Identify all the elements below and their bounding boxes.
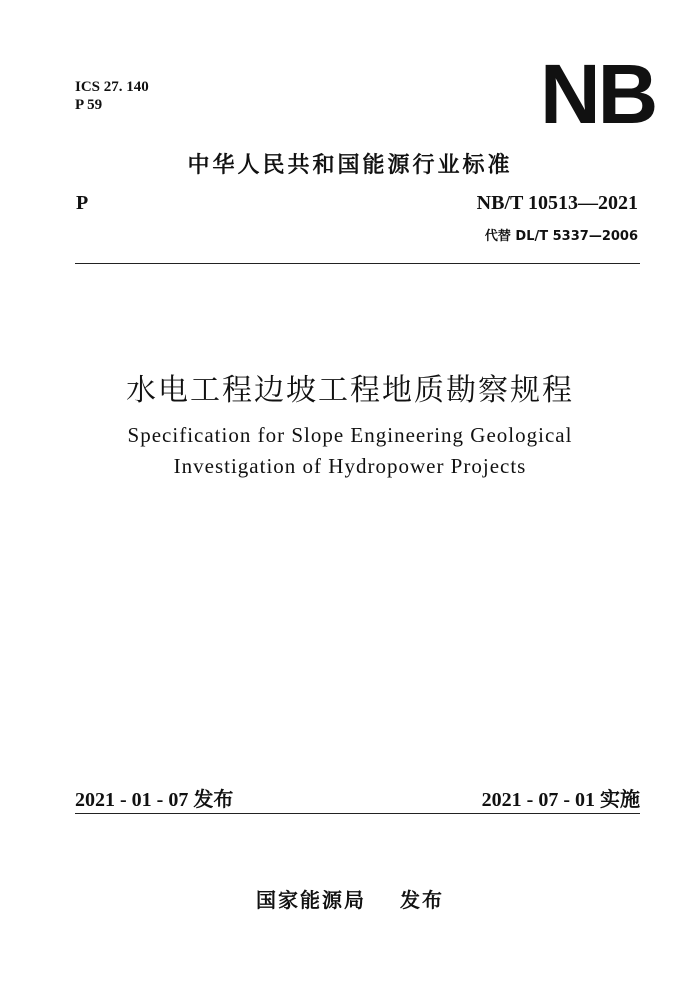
ics-code: ICS 27. 140 bbox=[75, 79, 149, 95]
standard-category: P bbox=[76, 192, 89, 214]
issue-date: 2021 - 01 - 07 bbox=[75, 789, 189, 811]
document-title-english-line1: Specification for Slope Engineering Geological bbox=[127, 423, 573, 447]
document-title-chinese: 水电工程边坡工程地质勘察规程 bbox=[126, 373, 574, 408]
industry-standard-title: 中华人民共和国能源行业标准 bbox=[187, 153, 513, 178]
publisher-action: 发布 bbox=[400, 888, 444, 912]
issue-date-block bbox=[75, 783, 233, 812]
top-divider bbox=[75, 263, 640, 264]
implementation-date: 2021 - 07 - 01 bbox=[481, 789, 595, 811]
ccs-code: P 59 bbox=[75, 97, 103, 113]
replaces-standard: 代替 DL/T 5337—2006 bbox=[484, 229, 638, 244]
implementation-label: 实施 bbox=[600, 787, 640, 811]
nb-logo: NB bbox=[540, 47, 656, 141]
standard-number: NB/T 10513—2021 bbox=[476, 192, 638, 214]
implementation-date-block bbox=[482, 783, 640, 812]
bottom-divider bbox=[75, 813, 640, 814]
ics-code-block bbox=[75, 78, 149, 114]
publisher-block bbox=[0, 884, 700, 913]
issue-label: 发布 bbox=[193, 787, 234, 811]
publisher-name: 国家能源局 bbox=[256, 888, 366, 912]
document-title-english-line2: Investigation of Hydropower Projects bbox=[173, 454, 527, 478]
